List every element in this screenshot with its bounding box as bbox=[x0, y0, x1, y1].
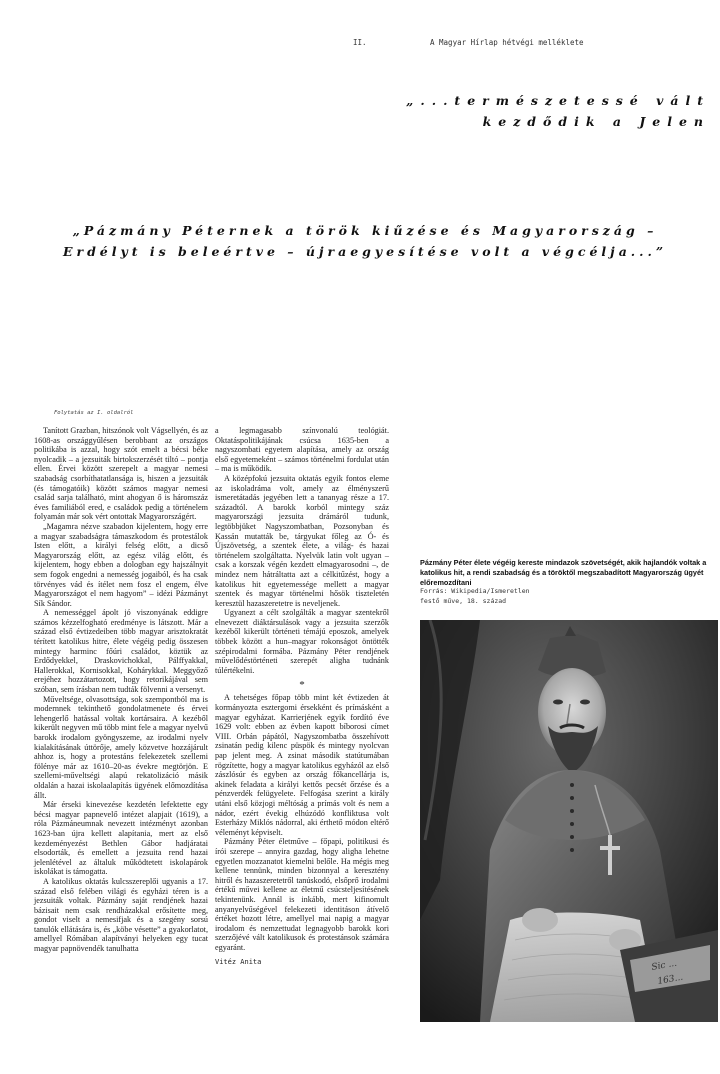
portrait-illustration bbox=[420, 620, 718, 1022]
paragraph: Már érseki kinevezése kezdetén lefektette egy bécsi magyar papnevelő intézet alapjait (1619), a róla Pázmáneumnak nevezett intézményt azonban 1623-ban újra kellett alapítania, mert az első kezdeményezést Bethlen Gábor hadjáratai elsodorták, és emellett a jezsuita rend hazai jelenlétével az általuk működtetett iskolapárok iskolákat is támogatta. bbox=[34, 800, 208, 877]
paragraph: Tanított Grazban, hitszónok volt Vágsellyén, és az 1608-as országgyűlésen berobbant az országos politikába is azzal, hogy szót emelt a bécsi béke nyolcadik – a jezsuiták birtokszerzését tiltó – pontja ellen. Érvei között szerepelt a magyar nemesi szabadság csorbíthatatlansága is, hiszen a jezsuiták (és támogatóik) között számos magyar nemesi család sarja található, mint ahogyan ő is háromszáz éves familiából ered, e családok pedig a történelem folyamán már sok vért ontottak Magyarországért. bbox=[34, 426, 208, 522]
pull-quote: „Pázmány Péternek a török kiűzése és Magyarország – Erdélyt is beleértve – újraegyesítése volt a végcélja...” bbox=[62, 223, 668, 259]
paragraph: Ugyanezt a célt szolgálták a magyar szentekről elnevezett diáktársulások vagy a jezsuita szerzők kezéből kikerült történeti témájú eposzok, amelyek többek között a hun–magyar rokonságot öntötték szépirodalmi formába. Pázmány Péter rendjének művelődéstörténeti szerepét aligha tudnánk túlértékelni. bbox=[215, 608, 389, 675]
page-header bbox=[0, 38, 720, 52]
portrait-inscription-year: 163... bbox=[656, 972, 684, 987]
paragraph: „Magamra nézve szabadon kijelentem, hogy erre a magyar szabadságra támaszkodom és protestálok Isten előtt, a királyi felség előtt, a dicső Magyarország előtt, az egész világ előtt, és kijelentem, hogy ebben a dologban egy hajszálnyit sem fogok engedni a nemesség jogaiból, és ha csak törvényes vád és ítélet nem fosz el engem, élve Magyarországot el nem hagyom” – idézi Pázmányt Sík Sándor. bbox=[34, 521, 208, 608]
image-caption bbox=[420, 558, 710, 606]
paragraph: Pázmány Péter életműve – főpapi, politikusi és írói szerepe – annyira gazdag, hogy aligha lehetne egyetlen mozzanatot kiemelni belőle. Ha mégis meg kellene tennünk, minden bizonnyal a keresztény hitről és hazaszeretetről tanúskodó, elsőprő irodalmi értékű művei kellene az életmű csúcsteljesítésének tekintenünk. Annál is inkább, mert kifinomult anyanyelvűségével felekezeti identitáson átívelő értéket hozott létre, amellyel mai napig a magyar irodalom és nemzettudat legnagyobb barokk kori szerzőjévé vált katolikusok és protestánsok számára egyaránt. bbox=[215, 837, 389, 952]
article-column-1 bbox=[34, 426, 208, 954]
caption-source: Forrás: Wikipedia/Ismeretlen festő műve, 18. század bbox=[420, 587, 530, 605]
page-number: II. bbox=[353, 38, 367, 47]
paragraph: A katolikus oktatás kulcsszereplői ugyanis a 17. század első felében világi és egyházi téren is a jezsuiták voltak. Pázmány saját rendjének hazai bázisait nem csak rendházakkal erősítette meg, gondot viselt a nemesifjak és a szegény sorsú tanulók ellátására is, és „köbe vésette” a gyakorlatot, amellyel Rómában alapítványi helyeken egy tucat magyar papnövendék tanulhatta bbox=[34, 876, 208, 954]
paragraph: A középfokú jezsuita oktatás egyik fontos eleme az iskoladráma volt, amely az élményszerű ismeretátadás jegyében lett a tananyag része a 17. századtól. A barokk korból mintegy száz magyarországi jezsuita drámáról tudunk, legtöbbjüket Nagyszombatban, Pozsonyban és Kassán mutatták be, tárgyukat főleg az Ó- és Újszövetség, a szentek élete, a világ- és hazai történelem szolgáltatta. Nyelvük latin volt ugyan – csak a korszak végén kezdett elmagyarosodni –, de mindez nem hátráltatta azt a célkitűzést, hogy a katolikus hit egyetemessége mellett a magyar szentek és magyar történelmi hősök tiszteletén keresztül hazaszeretetre is neveljenek. bbox=[215, 473, 389, 608]
paragraph: A tehetséges főpap több mint két évtizeden át kormányozta esztergomi érsekként és prímásként a magyar egyházat. Karrierjének egyik fordító éve 1629 volt: ebben az évben kapott bíborosi címet VIII. Orbán pápától, Nagyszombatba összehívott zsinatán pedig kilenc püspök és mintegy nyolcvan pap jelent meg. A zsinat második statútumában rögzítette, hogy a magyar katolikus egyházól az első zászlósúr és egyben az ország főkancellárja is, akinek feladata a királyi kettős pecsét őrzése és a pénzverdék felügyelete. Felfogása szerint a király utáni első közjogi méltóság a prímás volt és nem a nádor, ezért évekig elhúzódó konfliktusa volt Esterházy Miklós nádorral, aki érthető módon eltérő véleményt képviselt. bbox=[215, 693, 389, 837]
supplement-title: A Magyar Hírlap hétvégi melléklete bbox=[430, 38, 584, 47]
section-divider: * bbox=[299, 679, 305, 692]
paragraph: Műveltsége, olvasottsága, sok szempontból ma is modernnek tekinthető gondolatmenete és érvei lehengerlő hatással voltak kortársaira. A kezéből kikerült negyven mű több mint fele a magyar nyelvű barokk irodalom gyöngyszeme, az irodalmi nyelv kialakításának úttörője, amely közvetve hozzájárult ahhoz is, hogy a protestáns felekezetek szellemi fölénye már az 1610–20-as évekre megtörjön. E szellemi-műveltségi alapú rekatolizáció másik oldalán a hazai iskolaalapítás ügyének előmozdítása állt. bbox=[34, 694, 208, 800]
article-column-2 bbox=[215, 426, 389, 968]
paragraph: A nemességgel ápolt jó viszonyának eddigre számos kézzelfogható eredménye is látszott. Már a század első évtizedeiben több magyar arisztokratát térített katolikus hitre, élete végéig pedig összesen mintegy harminc főúri családot, köztük az Erdődyekkel, Draskovichokkal, Pálffyakkal, Hallerokkal, Kornisokkal, Kohárykkal. Meggyőző erejéhez hozzátartozott, hogy retorikájával sem szóban, sem írásban nem tudták fölvenni a versenyt. bbox=[34, 608, 208, 695]
caption-text: Pázmány Péter élete végéig kereste mindazok szövetségét, akik hajlandók voltak a katolikus hit, a rendi szabadság és a töröktől megszabadított Magyarország ügyét előremozdítani bbox=[420, 558, 707, 587]
portrait-inscription: Sic ... bbox=[650, 958, 678, 973]
top-quote: „...természetessé vált kezdődik a Jelen bbox=[406, 93, 710, 129]
continued-note: Folytatás az I. oldalról bbox=[54, 410, 134, 416]
paragraph: a legmagasabb színvonalú teológiát. Oktatáspolitikájának csúcsa 1635-ben a nagyszombati egyetem alapítása, amely az ország első egyetemeként – számos történelmi fordulat után – ma is működik. bbox=[215, 426, 389, 474]
author-byline: Vitéz Anita bbox=[215, 958, 262, 967]
portrait-image bbox=[420, 620, 718, 1022]
